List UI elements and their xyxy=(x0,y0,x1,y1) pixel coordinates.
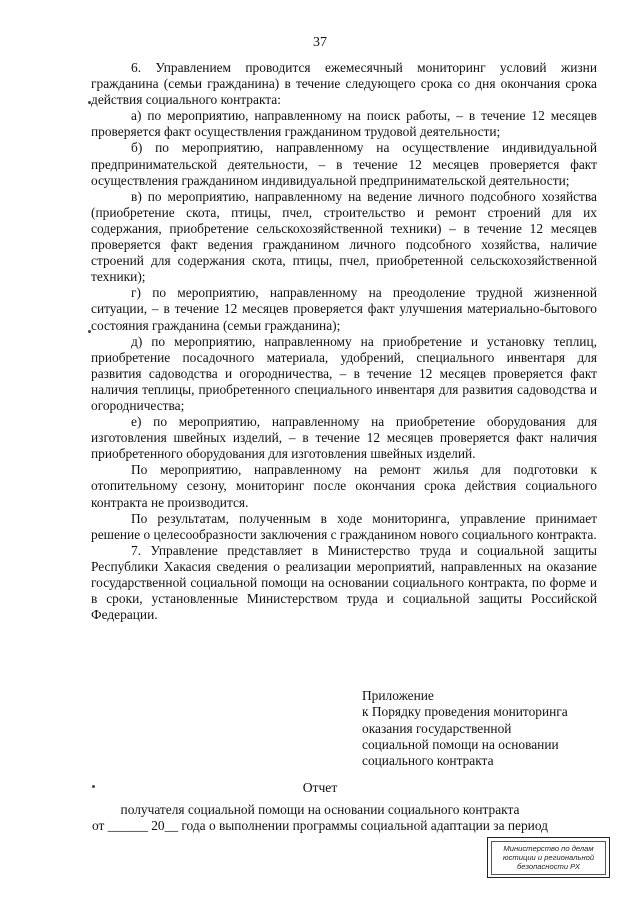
paragraph-6a: а) по мероприятию, направленному на поиск работы, – в течение 12 месяцев проверяется факт осуществления гражданином трудовой деятельности; xyxy=(91,108,597,140)
appendix-line: оказания государственной xyxy=(362,720,512,736)
paragraph-7: 7. Управление представляет в Министерство труда и социальной защиты Республики Хакасия сведения о реализации мероприятий, направленных на оказание государственной социальной помощи на основании социального контракта, по форме и в сроки, установленные Министерством труда и социальной защиты Российской Федерации. xyxy=(91,542,597,623)
appendix-title: Приложение xyxy=(362,688,434,703)
report-subtitle-line2: от ______ 20__ года о выполнении программы социальной адаптации за период xyxy=(92,818,548,833)
paragraph-6e: е) по мероприятию, направленному на приобретение оборудования для изготовления швейных изделий, – в течение 12 месяцев проверяется факт наличия приобретенного оборудования для изготовления швейных изделий. xyxy=(91,414,597,462)
page-number: 37 xyxy=(313,35,327,50)
paragraph-6g: г) по мероприятию, направленному на преодоление трудной жизненной ситуации, – в течение 12 месяцев проверяется факт улучшения материально-бытового состояния гражданина (семьи гражданина); xyxy=(91,285,597,333)
scan-speck xyxy=(88,330,91,333)
stamp-line: юстиции и региональной xyxy=(502,853,595,863)
scan-speck xyxy=(88,101,91,104)
paragraph-6d: д) по мероприятию, направленному на приобретение и установку теплиц, приобретение посадочного материала, удобрений, специального инвентаря для развития садоводства и огородничества, – в течение 12 месяцев проверяется факт наличия теплицы, приобретенного специального инвентаря для развития садоводства и огородничества; xyxy=(91,333,597,413)
appendix-line: социального контракта xyxy=(362,753,494,769)
paragraph-6: 6. Управлением проводится ежемесячный мониторинг условий жизни гражданина (семьи гражданина) в течение следующего срока со дня окончания срока действия социального контракта: xyxy=(91,60,597,108)
body-text xyxy=(91,60,597,623)
paragraph-repair: По мероприятию, направленному на ремонт жилья для подготовки к отопительному сезону, мониторинг после окончания срока действия социального контракта не производится. xyxy=(91,462,597,510)
appendix-block xyxy=(362,688,612,769)
ministry-stamp xyxy=(487,837,610,878)
paragraph-6v: в) по мероприятию, направленному на ведение личного подсобного хозяйства (приобретение скота, птицы, пчел, строительство и ремонт строений для их содержания, приобретение сельскохозяйственной техники) – в течение 12 месяцев проверяется факт ведения гражданином личного подсобного хозяйства, наличие строений для содержания скота, птицы, пчел, приобретенной сельскохозяйственной техники); xyxy=(91,188,597,285)
report-title: Отчет xyxy=(302,780,338,795)
scan-speck xyxy=(92,785,95,788)
report-subtitle-line1: получателя социальной помощи на основании социального контракта xyxy=(120,802,520,817)
stamp-inner-frame xyxy=(491,841,606,875)
stamp-line: Министерство по делам xyxy=(503,844,594,853)
stamp-line: безопасности РХ xyxy=(517,862,580,872)
paragraph-results: По результатам, полученным в ходе мониторинга, управление принимает решение о целесообразности заключения с гражданином нового социального контракта. xyxy=(91,510,597,542)
appendix-line: к Порядку проведения мониторинга xyxy=(362,704,568,720)
paragraph-6b: б) по мероприятию, направленному на осуществление индивидуальной предпринимательской деятельности, – в течение 12 месяцев проверяется факт осуществления гражданином индивидуальной предпринимательской деятельности; xyxy=(91,140,597,188)
appendix-line: социальной помощи на основании xyxy=(362,736,559,752)
